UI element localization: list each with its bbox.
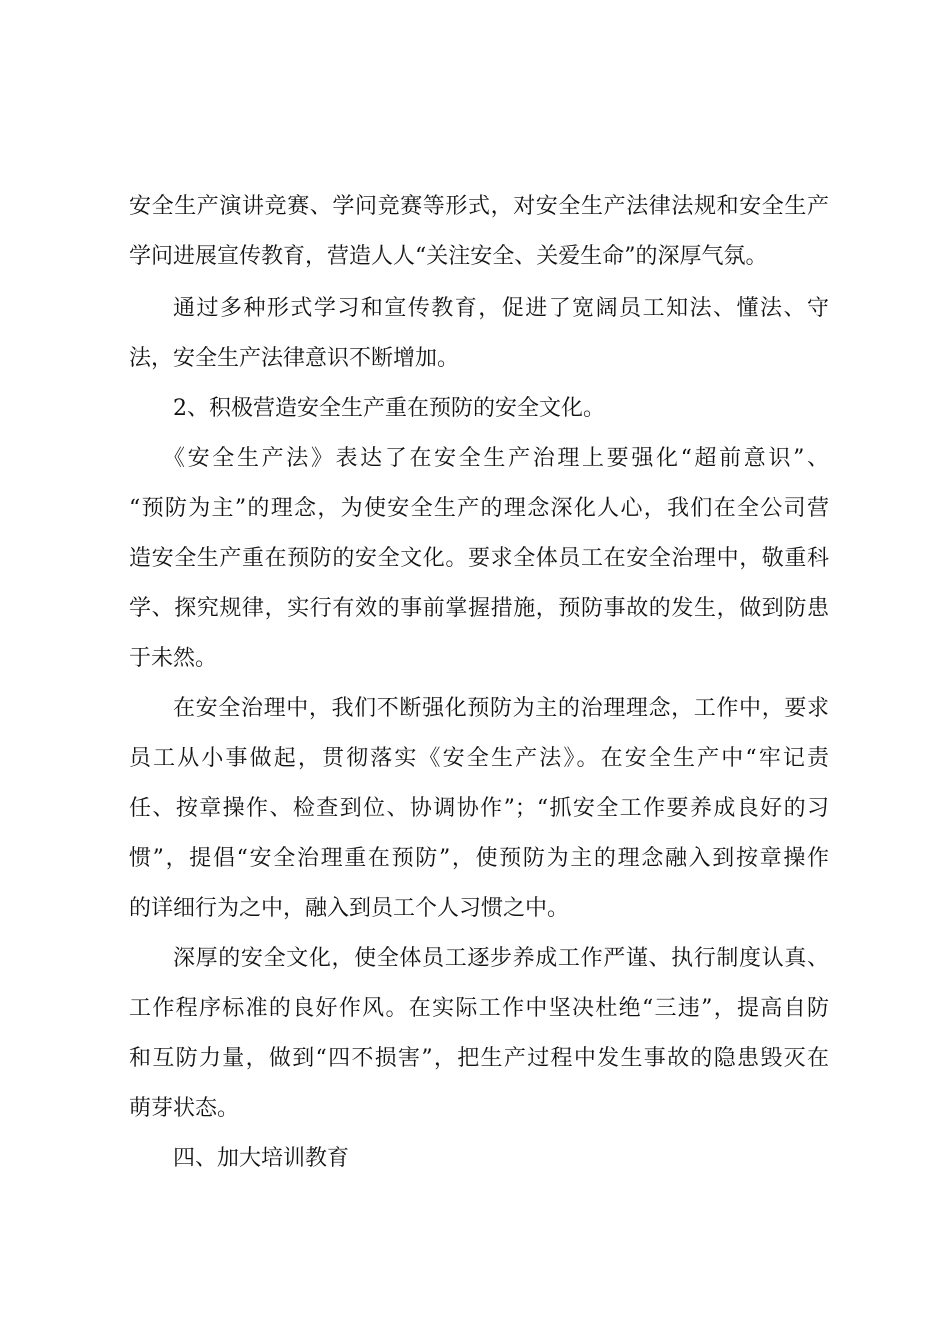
paragraph-line: 造安全生产重在预防的安全文化。要求全体员工在安全治理中，敬重科 xyxy=(129,546,829,571)
paragraph-line: 《安全生产法》表达了在安全生产治理上要强化“超前意识”、 xyxy=(163,446,829,471)
paragraph-line: 在安全治理中，我们不断强化预防为主的治理理念，工作中，要求 xyxy=(173,696,829,721)
paragraph-line: “预防为主”的理念，为使安全生产的理念深化人心，我们在全公司营 xyxy=(129,496,829,521)
paragraph-line: 的详细行为之中，融入到员工个人习惯之中。 xyxy=(129,896,570,921)
paragraph-line: 任、按章操作、检查到位、协调协作”；“抓安全工作要养成良好的习 xyxy=(129,796,829,821)
paragraph-line: 萌芽状态。 xyxy=(129,1096,240,1121)
paragraph-line: 员工从小事做起，贯彻落实《安全生产法》。在安全生产中“牢记责 xyxy=(129,746,829,771)
section-heading: 四、加大培训教育 xyxy=(173,1146,350,1171)
paragraph-line: 深厚的安全文化，使全体员工逐步养成工作严谨、执行制度认真、 xyxy=(173,946,829,971)
paragraph-line: 惯”，提倡“安全治理重在预防”，使预防为主的理念融入到按章操作 xyxy=(129,846,829,871)
paragraph-line: 学、探究规律，实行有效的事前掌握措施，预防事故的发生，做到防患 xyxy=(129,596,829,621)
paragraph-line: 学问进展宣传教育，营造人人“关注安全、关爱生命”的深厚气氛。 xyxy=(129,244,768,269)
paragraph-line: 和互防力量，做到“四不损害”，把生产过程中发生事故的隐患毁灭在 xyxy=(129,1046,829,1071)
paragraph-line: 于未然。 xyxy=(129,646,218,671)
paragraph-line: 法，安全生产法律意识不断增加。 xyxy=(129,346,460,371)
section-heading: 2、积极营造安全生产重在预防的安全文化。 xyxy=(173,396,605,421)
paragraph-line: 工作程序标准的良好作风。在实际工作中坚决杜绝“三违”，提高自防 xyxy=(129,996,829,1021)
paragraph-line: 通过多种形式学习和宣传教育，促进了宽阔员工知法、懂法、守 xyxy=(173,296,829,321)
paragraph-line: 安全生产演讲竞赛、学问竞赛等形式，对安全生产法律法规和安全生产 xyxy=(129,194,829,219)
